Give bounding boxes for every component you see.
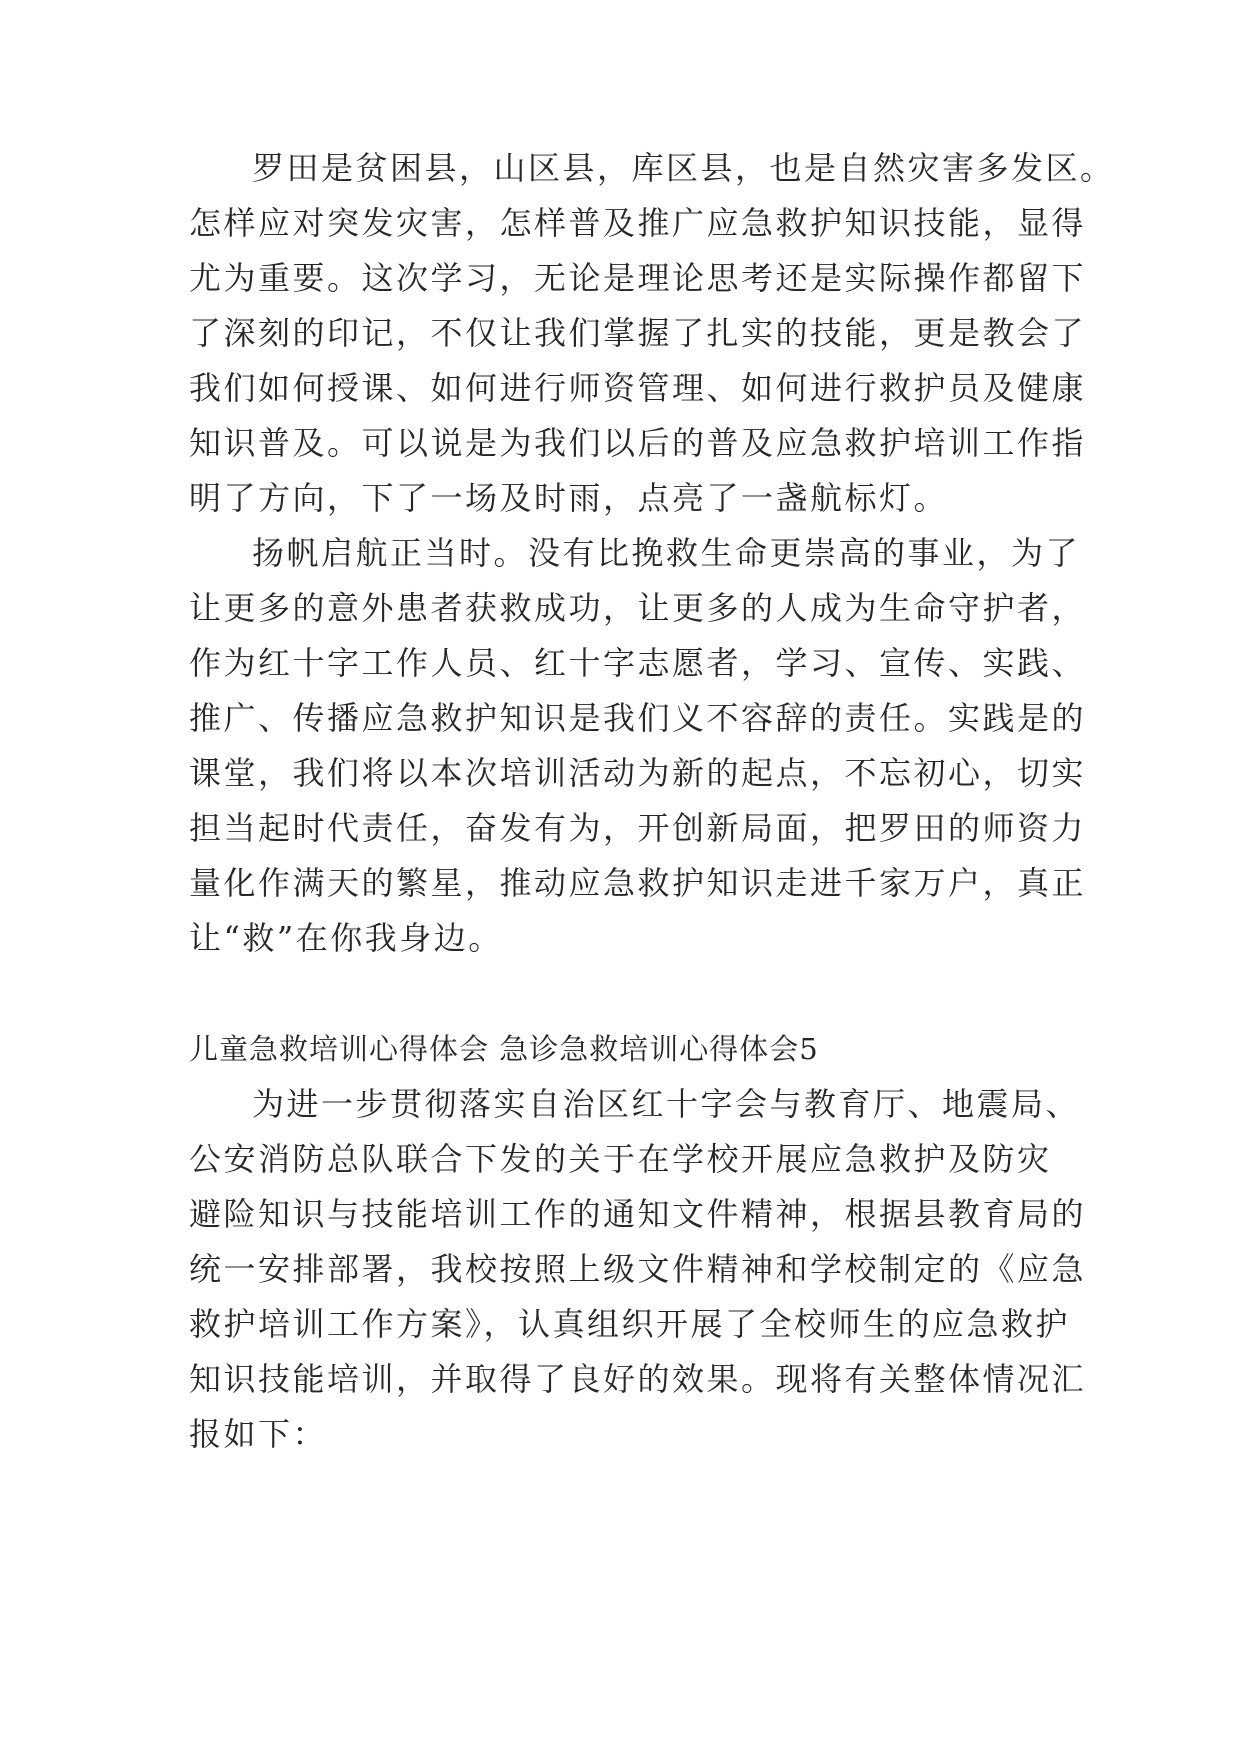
paragraph-line: 明了方向，下了一场及时雨，点亮了一盏航标灯。 [189,479,949,517]
paragraph-line: 统一安排部署，我校按照上级文件精神和学校制定的《应急 [189,1250,1087,1288]
paragraph-line: 知识技能培训，并取得了良好的效果。现将有关整体情况汇 [189,1360,1087,1398]
paragraph-line: 课堂，我们将以本次培训活动为新的起点，不忘初心，切实 [189,754,1087,792]
paragraph-line: 担当起时代责任，奋发有为，开创新局面，把罗田的师资力 [189,809,1087,847]
paragraph-line: 罗田是贫困县，山区县，库区县，也是自然灾害多发区。 [252,149,1115,187]
paragraph-line: 推广、传播应急救护知识是我们义不容辞的责任。实践是的 [189,699,1087,737]
paragraph-line: 公安消防总队联合下发的关于在学校开展应急救护及防灾 [189,1140,1052,1178]
paragraph-line: 怎样应对突发灾害，怎样普及推广应急救护知识技能，显得 [189,204,1087,242]
paragraph-line: 知识普及。可以说是为我们以后的普及应急救护培训工作指 [189,424,1087,462]
paragraph-line: 为进一步贯彻落实自治区红十字会与教育厅、地震局、 [252,1085,1081,1123]
paragraph-line: 量化作满天的繁星，推动应急救护知识走进千家万户，真正 [189,864,1087,902]
paragraph-line: 了深刻的印记，不仅让我们掌握了扎实的技能，更是教会了 [189,314,1087,352]
paragraph-line: 尤为重要。这次学习，无论是理论思考还是实际操作都留下 [189,259,1087,297]
paragraph-line: 让“救”在你我身边。 [189,919,503,957]
paragraph-line: 我们如何授课、如何进行师资管理、如何进行救护员及健康 [189,369,1087,407]
paragraph-line: 报如下： [189,1415,328,1453]
section-heading: 儿童急救培训心得体会 急诊急救培训心得体会5 [189,1032,819,1066]
paragraph-line: 救护培训工作方案》，认真组织开展了全校师生的应急救护 [189,1305,1071,1343]
paragraph-line: 让更多的意外患者获救成功，让更多的人成为生命守护者， [189,589,1087,627]
paragraph-line: 避险知识与技能培训工作的通知文件精神，根据县教育局的 [189,1195,1087,1233]
paragraph-line: 扬帆启航正当时。没有比挽救生命更崇高的事业，为了 [252,534,1081,572]
paragraph-line: 作为红十字工作人员、红十字志愿者，学习、宣传、实践、 [189,644,1087,682]
